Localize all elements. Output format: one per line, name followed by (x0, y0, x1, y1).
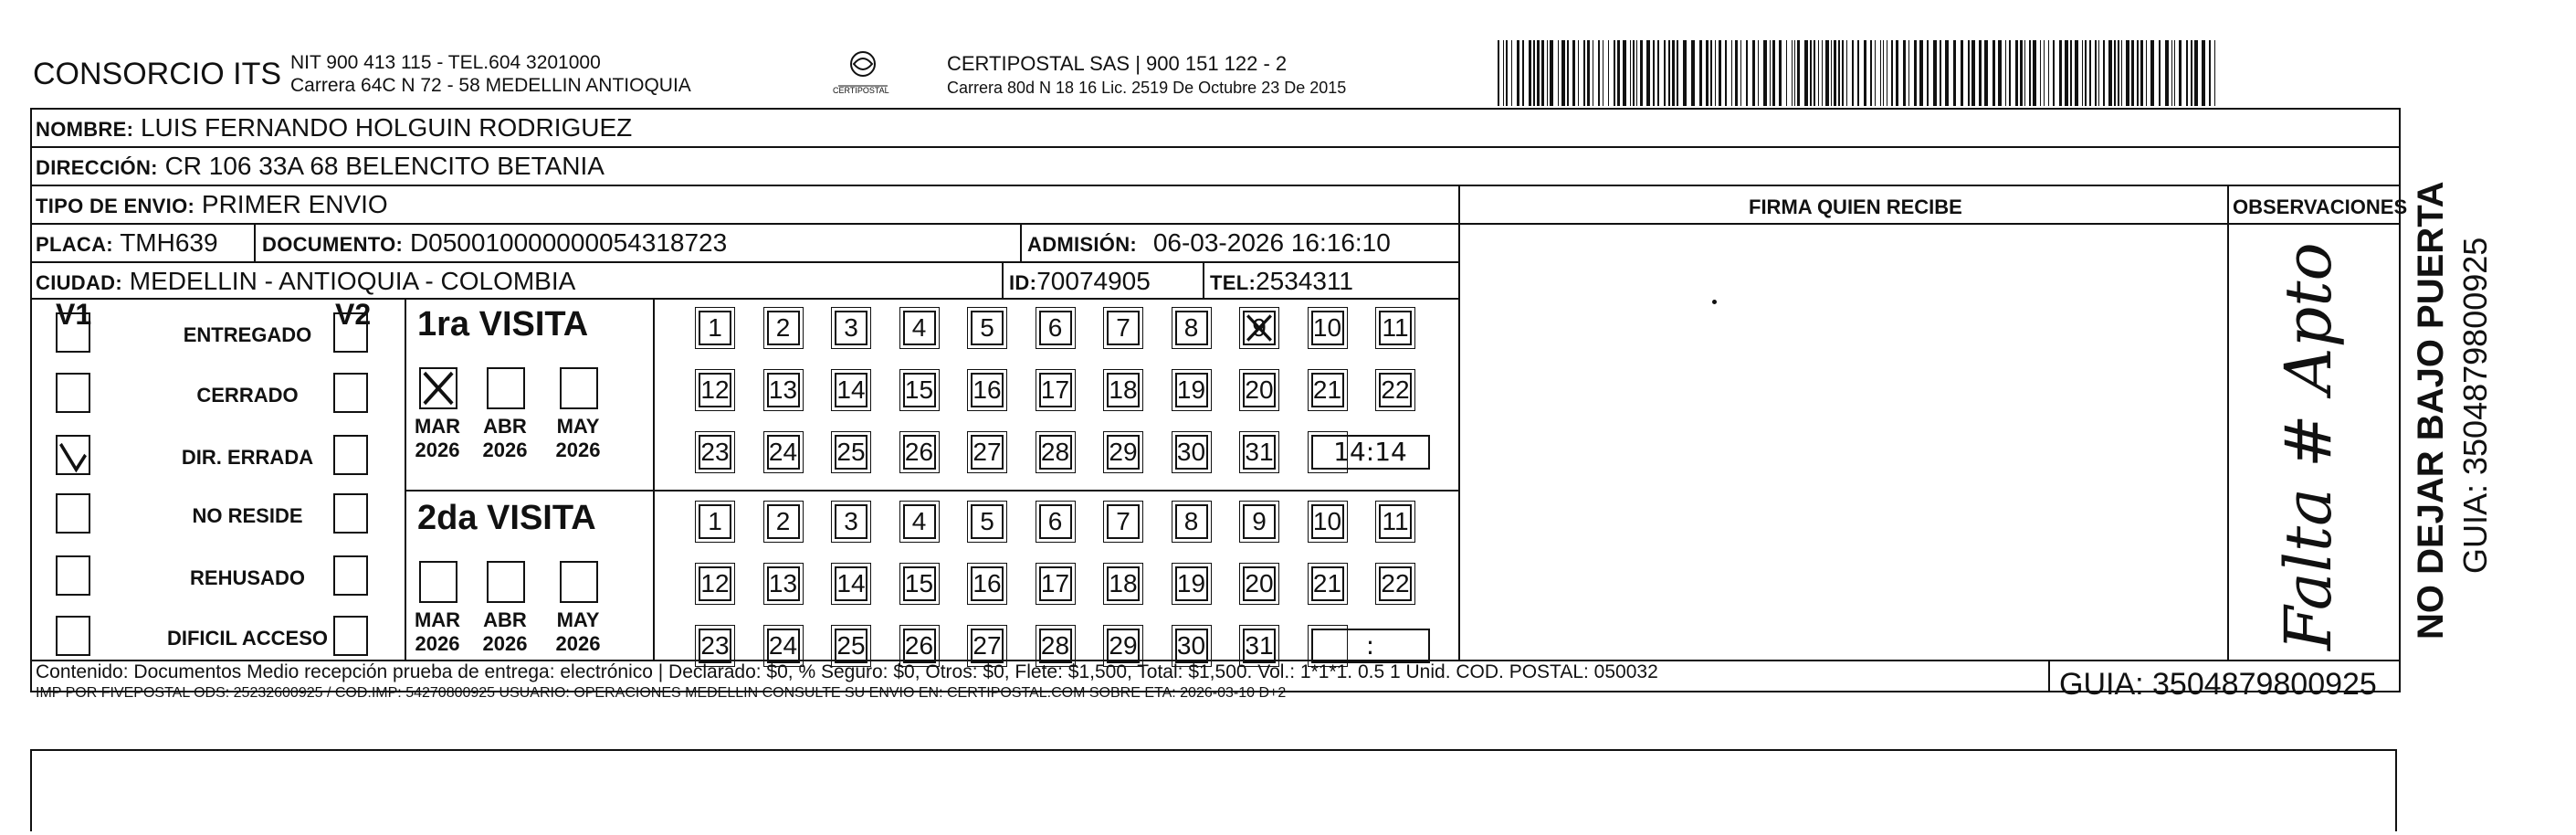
tipo-envio-value: PRIMER ENVIO (201, 190, 388, 218)
barcode-bar (1797, 40, 1800, 106)
barcode-bar (1763, 40, 1767, 106)
barcode-bar (2165, 40, 2169, 106)
delivery-form (30, 108, 2408, 702)
v1-checkbox[interactable] (56, 435, 90, 475)
footer-guia: GUIA: 3504879800925 (2059, 667, 2377, 702)
day-box[interactable]: 8 (1175, 311, 1208, 345)
day-box[interactable]: 1 (699, 311, 731, 345)
barcode-bar (1792, 40, 1793, 106)
barcode-bar (1979, 40, 1982, 106)
day-box[interactable]: 13 (767, 373, 800, 407)
month-checkbox[interactable] (560, 561, 598, 603)
day-box[interactable]: 5 (971, 311, 1004, 345)
day-box[interactable]: 5 (971, 504, 1004, 539)
barcode-bar (2137, 40, 2139, 106)
day-box[interactable]: 12 (699, 373, 731, 407)
barcode-bar (2082, 40, 2083, 106)
day-box[interactable]: 11 (1379, 311, 1412, 345)
direccion-label: DIRECCIÓN: (36, 156, 158, 179)
day-box[interactable]: 15 (903, 373, 936, 407)
day-box[interactable]: 26 (903, 435, 936, 470)
barcode-bar (2059, 40, 2062, 106)
direccion-row (36, 152, 605, 181)
status-option-label: DIFICIL ACCESO (166, 627, 328, 650)
barcode-bar (1779, 40, 1782, 106)
barcode-bar (1961, 40, 1963, 106)
barcode-bar (2098, 40, 2099, 106)
footer-contenido: Contenido: Documentos Medio recepción prueba de entrega: electrónico | Declarado: $0, % Seguro: $0, Otros: $0, Flete: $1,500, Total: $1,500. Vol.: 1*1*1. 0.5 1 Unid. COD. POSTAL: 050032 (36, 661, 1658, 682)
barcode-bar (1578, 40, 1579, 106)
barcode-bar (1498, 40, 1499, 106)
barcode-bar (1940, 40, 1941, 106)
day-box[interactable]: 17 (1039, 373, 1072, 407)
barcode-bar (2009, 40, 2011, 106)
barcode-bar (2048, 40, 2049, 106)
certipostal-logo (831, 49, 895, 99)
barcode-bar (1587, 40, 1590, 106)
v1-checkbox[interactable] (56, 555, 90, 596)
day-box[interactable]: 31 (1243, 629, 1276, 663)
day-box[interactable]: 20 (1243, 566, 1276, 601)
barcode-bar (1772, 40, 1775, 106)
placa-value: TMH639 (120, 228, 218, 257)
day-box[interactable]: 6 (1039, 504, 1072, 539)
barcode-bar (2033, 40, 2036, 106)
barcode-bar (2179, 40, 2182, 106)
month-year: 2026 (415, 439, 460, 461)
barcode-bar (2085, 40, 2087, 106)
barcode-bar (1561, 40, 1565, 106)
bottom-box (30, 749, 2397, 831)
month-label: ABR (483, 415, 527, 438)
day-box[interactable]: 16 (971, 373, 1004, 407)
ciudad-value: MEDELLIN - ANTIOQUIA - COLOMBIA (129, 267, 576, 295)
barcode-bar (1636, 40, 1637, 106)
day-box[interactable]: 29 (1107, 629, 1140, 663)
day-box[interactable]: 2 (767, 311, 800, 345)
barcode-bar (1677, 40, 1678, 106)
v2-checkbox[interactable] (333, 555, 368, 596)
barcode-bar (1541, 40, 1544, 106)
barcode-bar (1838, 40, 1840, 106)
day-box[interactable]: 14 (835, 566, 867, 601)
barcode-bar (1740, 40, 1741, 106)
barcode-bar (1896, 40, 1898, 106)
nombre-label: NOMBRE: (36, 118, 134, 141)
barcode-bar (2146, 40, 2147, 106)
barcode-bar (1758, 40, 1759, 106)
barcode-bar (2214, 40, 2215, 106)
certipostal-info (947, 51, 1346, 100)
company-nit: NIT 900 413 115 - TEL.604 3201000 (290, 52, 601, 73)
barcode-bar (2089, 40, 2091, 106)
month-label: MAR (414, 415, 461, 438)
day-box[interactable]: 3 (835, 311, 867, 345)
barcode-bar (1735, 40, 1738, 106)
month-checkbox[interactable] (419, 367, 457, 409)
day-box[interactable]: 19 (1175, 566, 1208, 601)
barcode-bar (1864, 40, 1866, 106)
barcode-bar (2075, 40, 2078, 106)
id-value: 70074905 (1036, 267, 1151, 295)
month-checkbox[interactable] (560, 367, 598, 409)
barcode-bar (2131, 40, 2134, 106)
visit1-title: 1ra VISITA (417, 305, 589, 344)
barcode-bar (2171, 40, 2172, 106)
barcode-bar (1668, 40, 1670, 106)
day-box[interactable]: 7 (1107, 311, 1140, 345)
barcode-bar (1691, 40, 1695, 106)
day-box[interactable]: 24 (767, 629, 800, 663)
day-box[interactable]: 23 (699, 435, 731, 470)
nombre-row (36, 113, 632, 143)
day-box[interactable]: 22 (1379, 566, 1412, 601)
day-box[interactable]: 23 (699, 629, 731, 663)
month-checkbox[interactable] (487, 367, 525, 409)
day-box[interactable]: 13 (767, 566, 800, 601)
barcode-bar (1794, 40, 1795, 106)
barcode-bar (2103, 40, 2105, 106)
barcode-bar (2053, 40, 2055, 106)
company-name: CONSORCIO ITS (33, 57, 282, 91)
barcode-bar (2118, 40, 2119, 106)
barcode-bar (1883, 40, 1884, 106)
id-row (1009, 267, 1151, 296)
side-guia: GUIA: 3504879800925 (2456, 237, 2494, 574)
barcode-bar (1657, 40, 1659, 106)
barcode-bar (1640, 40, 1643, 106)
barcode-bar (1503, 40, 1504, 106)
month-year: 2026 (415, 632, 460, 655)
barcode-bar (1731, 40, 1732, 106)
v1-header: V1 (56, 298, 92, 331)
documento-label: DOCUMENTO: (262, 233, 404, 256)
barcode-bar (2040, 40, 2041, 106)
day-box[interactable] (1243, 311, 1276, 345)
barcode-bar (1834, 40, 1836, 106)
barcode (1498, 40, 2224, 106)
day-box[interactable]: 18 (1107, 373, 1140, 407)
barcode-bar (2029, 40, 2031, 106)
tel-value: 2534311 (1256, 267, 1354, 295)
barcode-bar (1914, 40, 1917, 106)
footer-imp: IMP POR FIVEPOSTAL ODS: 25232600925 / COD.IMP: 54270800925 USUARIO: OPERACIONES MEDELLIN CONSULTE SU ENVIO EN: CERTIPOSTAL.COM SOBRE ETA: 2026-03-10 D+2 (36, 685, 1287, 701)
admision-value: 06-03-2026 16:16:10 (1152, 228, 1391, 257)
day-box[interactable]: 4 (903, 504, 936, 539)
day-box[interactable]: 10 (1311, 311, 1344, 345)
placa-row (36, 228, 218, 258)
barcode-bar (1842, 40, 1844, 106)
day-box[interactable]: 28 (1039, 435, 1072, 470)
direccion-value: CR 106 33A 68 BELENCITO BETANIA (164, 152, 605, 180)
barcode-bar (1537, 40, 1540, 106)
barcode-bar (1752, 40, 1755, 106)
barcode-bar (1891, 40, 1893, 106)
day-box[interactable]: 30 (1175, 629, 1208, 663)
barcode-bar (1746, 40, 1748, 106)
v2-checkbox[interactable] (333, 373, 368, 413)
admision-row (1027, 228, 1391, 258)
barcode-bar (1522, 40, 1524, 106)
barcode-bar (2186, 40, 2188, 106)
barcode-bar (2108, 40, 2112, 106)
barcode-bar (2209, 40, 2211, 106)
day-box[interactable]: 6 (1039, 311, 1072, 345)
nombre-value: LUIS FERNANDO HOLGUIN RODRIGUEZ (140, 113, 633, 142)
placa-label: PLACA: (36, 233, 113, 256)
barcode-bar (2150, 40, 2154, 106)
barcode-bar (2191, 40, 2192, 106)
day-box[interactable]: 21 (1311, 373, 1344, 407)
day-box[interactable]: 10 (1311, 504, 1344, 539)
barcode-bar (1653, 40, 1655, 106)
barcode-bar (1831, 40, 1832, 106)
barcode-bar (1715, 40, 1716, 106)
barcode-bar (1572, 40, 1575, 106)
day-box[interactable]: 29 (1107, 435, 1140, 470)
barcode-bar (1529, 40, 1531, 106)
barcode-bar (1710, 40, 1712, 106)
barcode-bar (1919, 40, 1923, 106)
barcode-bar (1770, 40, 1771, 106)
v1-checkbox[interactable] (56, 373, 90, 413)
v2-checkbox[interactable] (333, 312, 368, 353)
barcode-bar (2202, 40, 2205, 106)
barcode-bar (1818, 40, 1819, 106)
day-box[interactable]: 21 (1311, 566, 1344, 601)
v2-checkbox[interactable] (333, 616, 368, 656)
observaciones-handwritten: Falta # Apto (2271, 242, 2346, 650)
day-box[interactable]: 3 (835, 504, 867, 539)
barcode-bar (1646, 40, 1650, 106)
day-box[interactable]: 26 (903, 629, 936, 663)
day-box[interactable]: 31 (1243, 435, 1276, 470)
barcode-bar (1511, 40, 1512, 106)
month-label: MAR (414, 608, 461, 631)
day-box[interactable]: 18 (1107, 566, 1140, 601)
barcode-bar (1725, 40, 1727, 106)
company-address: Carrera 64C N 72 - 58 MEDELLIN ANTIOQUIA (290, 75, 691, 96)
signature-mark (1712, 300, 1717, 304)
barcode-bar (1664, 40, 1666, 106)
barcode-bar (1623, 40, 1626, 106)
visit2-title: 2da VISITA (417, 499, 596, 537)
day-box[interactable]: 8 (1175, 504, 1208, 539)
barcode-bar (1870, 40, 1872, 106)
ciudad-row (36, 267, 575, 296)
status-option-label: ENTREGADO (183, 323, 312, 346)
barcode-bar (1533, 40, 1535, 106)
time-box[interactable]: : (1311, 629, 1430, 663)
day-box[interactable]: 17 (1039, 566, 1072, 601)
barcode-bar (1567, 40, 1569, 106)
barcode-bar (1614, 40, 1615, 106)
barcode-bar (2070, 40, 2072, 106)
barcode-bar (2024, 40, 2025, 106)
barcode-bar (1880, 40, 1881, 106)
day-box[interactable]: 20 (1243, 373, 1276, 407)
barcode-bar (1998, 40, 2002, 106)
tel-row (1210, 267, 1353, 296)
barcode-bar (1984, 40, 1988, 106)
month-year: 2026 (482, 632, 528, 655)
day-box[interactable]: 2 (767, 504, 800, 539)
month-year: 2026 (555, 632, 601, 655)
barcode-bar (1558, 40, 1559, 106)
admision-label: ADMISIÓN: (1027, 233, 1138, 256)
barcode-bar (1992, 40, 1995, 106)
barcode-bar (1786, 40, 1787, 106)
barcode-bar (1822, 40, 1823, 106)
tipo-envio-label: TIPO DE ENVIO: (36, 195, 195, 217)
day-box[interactable]: 28 (1039, 629, 1072, 663)
barcode-bar (1804, 40, 1808, 106)
barcode-bar (1608, 40, 1609, 106)
barcode-bar (2126, 40, 2129, 106)
month-year: 2026 (482, 439, 528, 461)
v2-header: V2 (335, 298, 372, 331)
day-box[interactable]: 25 (835, 629, 867, 663)
barcode-bar (1630, 40, 1631, 106)
barcode-bar (1846, 40, 1847, 106)
day-box[interactable]: 1 (699, 504, 731, 539)
month-label: MAY (556, 415, 600, 438)
barcode-bar (1633, 40, 1635, 106)
v2-checkbox[interactable] (333, 435, 368, 475)
status-option-label: DIR. ERRADA (181, 446, 314, 469)
day-box[interactable]: 4 (903, 311, 936, 345)
side-no-dejar: NO DEJAR BAJO PUERTA (2411, 181, 2451, 639)
day-box[interactable]: 27 (971, 435, 1004, 470)
barcode-bar (1699, 40, 1702, 106)
barcode-bar (2121, 40, 2122, 106)
barcode-bar (1968, 40, 1970, 106)
day-box[interactable]: 22 (1379, 373, 1412, 407)
certipostal-address: Carrera 80d N 18 16 Lic. 2519 De Octubre 23 De 2015 (947, 79, 1347, 97)
ciudad-label: CIUDAD: (36, 271, 122, 294)
barcode-bar (2140, 40, 2143, 106)
barcode-bar (2044, 40, 2045, 106)
tel-label: TEL: (1210, 271, 1256, 294)
day-box[interactable]: 19 (1175, 373, 1208, 407)
barcode-bar (1953, 40, 1956, 106)
day-box[interactable]: 14 (835, 373, 867, 407)
barcode-bar (1550, 40, 1553, 106)
barcode-bar (1945, 40, 1949, 106)
tipo-envio-row (36, 190, 388, 219)
company-info (290, 51, 691, 97)
v2-checkbox[interactable] (333, 493, 368, 534)
barcode-bar (2174, 40, 2175, 106)
barcode-bar (2095, 40, 2097, 106)
month-checkbox[interactable] (419, 561, 457, 603)
firma-header: FIRMA QUIEN RECIBE (1749, 196, 1962, 218)
barcode-bar (1617, 40, 1620, 106)
status-option-label: REHUSADO (190, 566, 305, 589)
barcode-bar (1852, 40, 1854, 106)
barcode-bar (1683, 40, 1687, 106)
barcode-bar (2065, 40, 2068, 106)
barcode-bar (1933, 40, 1937, 106)
logo-text: CERTIPOSTAL (833, 86, 889, 95)
day-box[interactable]: 24 (767, 435, 800, 470)
documento-row (262, 228, 727, 258)
barcode-bar (2020, 40, 2023, 106)
barcode-bar (1810, 40, 1812, 106)
barcode-bar (2015, 40, 2018, 106)
v1-checkbox[interactable] (56, 312, 90, 353)
barcode-bar (1825, 40, 1829, 106)
barcode-bar (1547, 40, 1548, 106)
status-option-label: CERRADO (196, 384, 299, 407)
certipostal-name: CERTIPOSTAL SAS | 900 151 122 - 2 (947, 52, 1288, 75)
month-label: MAY (556, 608, 600, 631)
barcode-bar (1857, 40, 1859, 106)
month-checkbox[interactable] (487, 561, 525, 603)
barcode-bar (2114, 40, 2116, 106)
barcode-bar (1706, 40, 1709, 106)
day-number: 9 (1252, 313, 1267, 342)
barcode-bar (2194, 40, 2198, 106)
day-box[interactable]: 12 (699, 566, 731, 601)
id-label: ID: (1009, 271, 1037, 294)
month-year: 2026 (555, 439, 601, 461)
day-box[interactable]: 25 (835, 435, 867, 470)
status-option-label: NO RESIDE (192, 504, 303, 527)
barcode-bar (1672, 40, 1675, 106)
day-box[interactable]: 27 (971, 629, 1004, 663)
barcode-bar (1875, 40, 1876, 106)
day-box[interactable]: 9 (1243, 504, 1276, 539)
observaciones-header: OBSERVACIONES (2233, 196, 2408, 218)
month-label: ABR (483, 608, 527, 631)
day-box[interactable]: 15 (903, 566, 936, 601)
documento-value: D050010000000054318723 (409, 228, 728, 257)
day-box[interactable]: 11 (1379, 504, 1412, 539)
barcode-bar (1719, 40, 1721, 106)
day-box[interactable]: 30 (1175, 435, 1208, 470)
time-box[interactable]: 14:14 (1311, 435, 1430, 470)
barcode-bar (1598, 40, 1600, 106)
barcode-icon (1498, 40, 2224, 106)
day-box[interactable]: 16 (971, 566, 1004, 601)
barcode-bar (1903, 40, 1906, 106)
barcode-bar (1927, 40, 1929, 106)
v1-checkbox[interactable] (56, 493, 90, 534)
barcode-bar (1583, 40, 1585, 106)
barcode-bar (2005, 40, 2006, 106)
barcode-bar (1971, 40, 1975, 106)
day-box[interactable]: 7 (1107, 504, 1140, 539)
barcode-bar (1517, 40, 1519, 106)
barcode-bar (1814, 40, 1815, 106)
barcode-bar (1506, 40, 1508, 106)
barcode-bar (2159, 40, 2161, 106)
v1-checkbox[interactable] (56, 616, 90, 656)
barcode-bar (1908, 40, 1909, 106)
